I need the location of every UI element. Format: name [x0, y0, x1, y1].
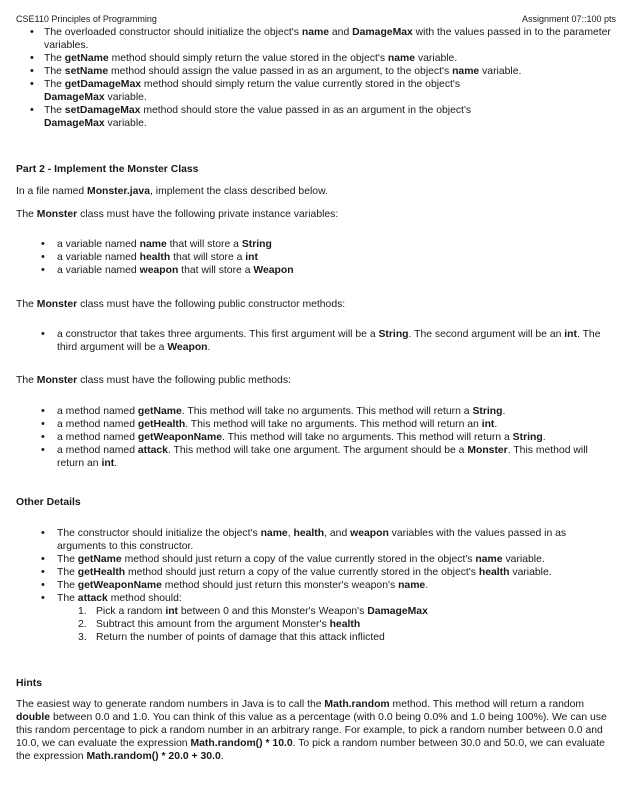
bold-term: setDamageMax	[64, 105, 141, 116]
bold-term: String	[512, 432, 543, 443]
list-item-text: a method named getName. This method will take no arguments. This method will return a String.	[57, 406, 506, 417]
list-item-text: a variable named weapon that will store a Weapon	[57, 265, 294, 276]
page-header	[16, 14, 616, 26]
list-item-text: a variable named health that will store a int	[57, 252, 258, 263]
methods-list	[16, 405, 616, 470]
bold-term: name	[260, 528, 288, 539]
bold-term: Weapon	[167, 342, 208, 353]
bold-term: name	[139, 239, 167, 250]
list-item	[16, 527, 616, 553]
list-item	[16, 238, 620, 251]
list-item	[16, 553, 616, 566]
attack-steps-list	[16, 605, 616, 644]
bold-term: name	[475, 554, 503, 565]
list-item	[16, 592, 616, 605]
list-item-text: The constructor should initialize the object's name, health, and weapon variables with the values passed in as arguments to this constructor.	[57, 528, 567, 552]
list-item-text: The getHealth method should just return a copy of the value currently stored in the object's health variable.	[57, 567, 552, 578]
assignment-points: Assignment 07::100 pts	[521, 14, 616, 24]
list-item-text: a constructor that takes three arguments. This first argument will be a String. The second argument will be an int. The third argument will be a Weapon.	[57, 329, 601, 353]
bold-term: Monster	[467, 445, 508, 456]
list-item-text: The setDamageMax method should store the value passed in as an argument in the object's DamageMax variable.	[44, 105, 472, 129]
bold-term: getWeaponName	[77, 580, 162, 591]
bold-term: health	[478, 567, 510, 578]
list-item-text: Pick a random int between 0 and this Monster's Weapon's DamageMax	[96, 606, 428, 617]
step-number: 1.	[78, 606, 87, 617]
bold-term: setName	[64, 66, 109, 77]
bold-term: Monster.java	[87, 186, 150, 197]
list-item	[16, 52, 620, 65]
list-item	[16, 264, 620, 277]
bold-term: getName	[77, 554, 122, 565]
list-item-text: The getWeaponName method should just return this monster's weapon's name.	[57, 580, 429, 591]
methods-intro: The Monster class must have the following public methods:	[16, 375, 291, 386]
step-number: 3.	[78, 632, 87, 643]
bold-term: int	[101, 458, 115, 469]
bold-term: Math.random() * 10.0	[190, 738, 293, 749]
part2-intro: In a file named Monster.java, implement the class described below.	[16, 186, 328, 197]
bold-term: name	[452, 66, 480, 77]
list-item-text: The getName method should just return a copy of the value currently stored in the object's name variable.	[57, 554, 545, 565]
bold-term: Math.random() * 20.0 + 30.0	[86, 751, 221, 762]
list-item	[16, 618, 616, 631]
hints-heading: Hints	[16, 678, 42, 689]
bold-term: String	[241, 239, 272, 250]
list-item	[16, 566, 616, 579]
bold-term: double	[16, 712, 51, 723]
bold-term: getWeaponName	[137, 432, 222, 443]
list-item	[16, 328, 606, 354]
list-item-text: The attack method should:	[57, 593, 182, 604]
bold-term: int	[481, 419, 495, 430]
bold-term: health	[293, 528, 325, 539]
bold-term: String	[378, 329, 409, 340]
list-item	[16, 579, 616, 592]
course-title: CSE110 Principles of Programming	[16, 14, 157, 24]
bold-term: name	[398, 580, 426, 591]
weapon-details-list	[16, 26, 620, 130]
bold-term: weapon	[350, 528, 389, 539]
list-item-text: Subtract this amount from the argument Monster's health	[96, 619, 361, 630]
bold-term: DamageMax	[44, 92, 105, 103]
list-item	[16, 78, 484, 104]
other-details-heading: Other Details	[16, 497, 81, 508]
list-item	[16, 431, 616, 444]
bold-term: getHealth	[77, 567, 126, 578]
other-details-section	[16, 527, 616, 644]
list-item-text: The setName method should assign the value passed in as an argument, to the object's name variable.	[44, 66, 522, 77]
list-item	[16, 405, 616, 418]
bold-term: attack	[77, 593, 108, 604]
list-item	[16, 631, 616, 644]
constructors-section	[16, 328, 606, 354]
bold-term: weapon	[139, 265, 179, 276]
list-item-text: a method named attack. This method will take one argument. The argument should be a Monster. This method will return an int.	[57, 445, 588, 469]
list-item-text: The getDamageMax method should simply return the value currently stored in the object's DamageMax variable.	[44, 79, 461, 103]
bold-term: getDamageMax	[64, 79, 142, 90]
bold-term: Monster	[36, 209, 78, 220]
vars-intro: The Monster class must have the following private instance variables:	[16, 209, 339, 220]
bold-term: health	[139, 252, 171, 263]
bold-term: DamageMax	[352, 27, 413, 38]
bold-term: Math.random	[324, 699, 390, 710]
instance-variables-list	[16, 238, 620, 277]
constructors-list	[16, 328, 606, 354]
list-item	[16, 26, 620, 52]
list-item	[16, 444, 616, 470]
list-item-text: The overloaded constructor should initialize the object's name and DamageMax with the values passed in to the parameter variables.	[44, 27, 611, 51]
instance-variables-section	[16, 238, 620, 277]
bold-term: health	[329, 619, 361, 630]
list-item-text: Return the number of points of damage that this attack inflicted	[96, 632, 385, 643]
bold-term: int	[564, 329, 577, 340]
list-item	[16, 104, 484, 130]
bold-term: int	[245, 252, 258, 263]
other-details-list	[16, 527, 616, 605]
weapon-details-section	[16, 26, 620, 130]
bold-term: String	[472, 406, 503, 417]
bold-term: getName	[137, 406, 182, 417]
list-item-text: The getName method should simply return the value stored in the object's name variable.	[44, 53, 458, 64]
bold-term: DamageMax	[44, 118, 105, 129]
bold-term: attack	[137, 445, 168, 456]
bold-term: getHealth	[137, 419, 186, 430]
list-item	[16, 605, 616, 618]
bold-term: name	[387, 53, 416, 64]
bold-term: Monster	[36, 299, 78, 310]
list-item-text: a variable named name that will store a String	[57, 239, 272, 250]
part2-heading: Part 2 - Implement the Monster Class	[16, 164, 199, 175]
list-item-text: a method named getWeaponName. This method will take no arguments. This method will return a String.	[57, 432, 546, 443]
hints-body: The easiest way to generate random numbers in Java is to call the Math.random method. This method will return a random double between 0.0 and 1.0. You can think of this value as a percentage (with 0.0 being 0.0% and 1.0 being 100%). We can use this random percentage to pick a random number in an arbitrary range. For example, to pick a random number between 0.0 and 10.0, we can evaluate the expression Math.random() * 10.0. To pick a random number between 30.0 and 50.0, we can evaluate the expression Math.random() * 20.0 + 30.0.	[16, 699, 607, 762]
bold-term: getName	[64, 53, 109, 64]
step-number: 2.	[78, 619, 87, 630]
list-item	[16, 418, 616, 431]
methods-section	[16, 405, 616, 470]
bold-term: DamageMax	[367, 606, 428, 617]
bold-term: name	[301, 27, 330, 38]
constructor-intro: The Monster class must have the following public constructor methods:	[16, 299, 346, 310]
bold-term: Monster	[36, 375, 78, 386]
bold-term: int	[165, 606, 179, 617]
bold-term: Weapon	[253, 265, 294, 276]
list-item-text: a method named getHealth. This method will take no arguments. This method will return an int.	[57, 419, 498, 430]
list-item	[16, 251, 620, 264]
list-item	[16, 65, 620, 78]
